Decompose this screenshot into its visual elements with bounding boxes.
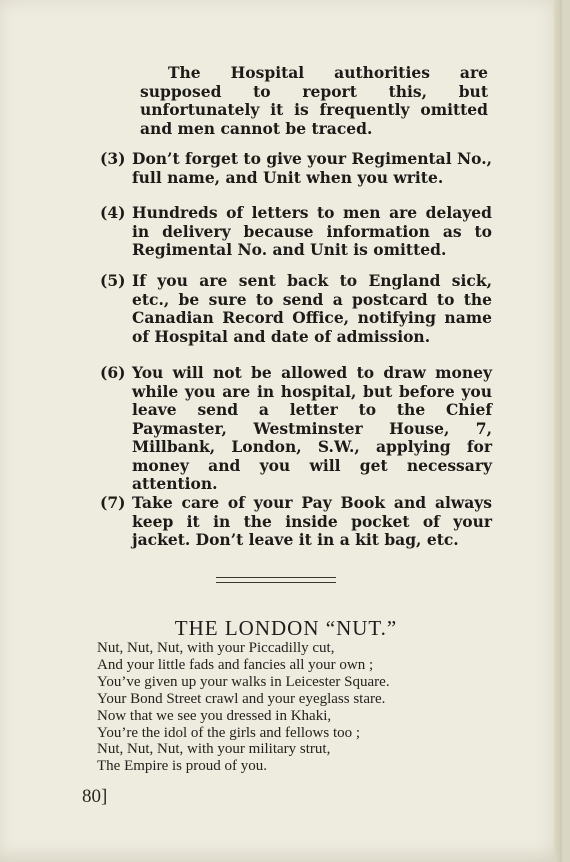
item-text: Take care of your Pay Book and always keep it in the inside pocket of your jacket. Don’t leave it in a kit bag, etc.: [132, 493, 492, 549]
item-text: Hundreds of letters to men are delayed in delivery because information as to Regimental No. and Unit is omitted.: [132, 203, 492, 259]
numbered-item-7: [100, 494, 492, 550]
item-number: (7): [100, 493, 126, 512]
poem-line: The Empire is proud of you.: [97, 758, 267, 775]
item-text: If you are sent back to England sick, etc., be sure to send a postcard to the Canadian Record Office, notifying name of Hospital and date of admission.: [132, 271, 492, 346]
item-number: (4): [100, 203, 126, 222]
poem-line: You’re the idol of the girls and fellows too ;: [97, 724, 361, 741]
poem-line: Your Bond Street crawl and your eyeglass stare.: [97, 690, 386, 707]
page-number: 80]: [82, 786, 108, 807]
item-number: (3): [100, 149, 126, 168]
numbered-item-4: [100, 204, 492, 260]
item-number: (6): [100, 363, 126, 382]
intro-paragraph: The Hospital authorities are supposed to report this, but unfortunately it is frequently omitted and men cannot be traced.: [140, 63, 488, 138]
item-number: (5): [100, 271, 126, 290]
item-text: Don’t forget to give your Regimental No., full name, and Unit when you write.: [132, 149, 493, 187]
poem-line: Nut, Nut, Nut, with your Piccadilly cut,: [97, 640, 335, 656]
section-divider-bottom: [216, 582, 336, 583]
poem-line: You’ve given up your walks in Leicester Square.: [97, 673, 390, 690]
section-divider-top: [216, 577, 336, 578]
numbered-item-3: [100, 150, 492, 187]
poem-line: And your little fads and fancies all your own ;: [97, 656, 374, 673]
poem-line: Nut, Nut, Nut, with your military strut,: [97, 741, 331, 758]
item-text: You will not be allowed to draw money while you are in hospital, but before you leave send a letter to the Chief Paymaster, Westminster House, 7, Millbank, London, S.W., applying for money and you will get necessary attention.: [132, 363, 492, 493]
numbered-item-5: [100, 272, 492, 346]
poem-line: Now that we see you dressed in Khaki,: [97, 707, 332, 724]
poem-body: [97, 640, 477, 775]
poem-title: THE LONDON “NUT.”: [174, 616, 398, 640]
page-edge: [554, 0, 562, 862]
numbered-item-6: [100, 364, 492, 494]
